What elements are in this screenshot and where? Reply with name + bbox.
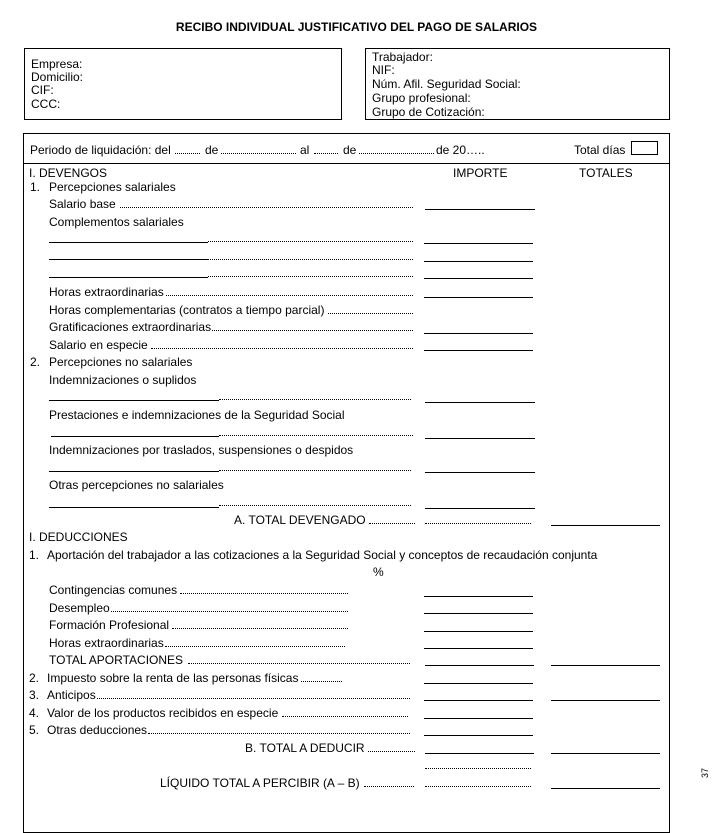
section-1-number: 1. xyxy=(30,180,41,194)
traslados-dots xyxy=(219,470,411,471)
salario-base-label: Salario base xyxy=(49,197,116,211)
total-deducir-dots xyxy=(368,751,415,752)
contingencias-label: Contingencias comunes xyxy=(49,583,178,597)
trabajador-box xyxy=(365,48,670,120)
percepciones-salariales-label: Percepciones salariales xyxy=(49,180,176,194)
prestaciones-label: Prestaciones e indemnizaciones de la Seguridad Social xyxy=(49,408,345,422)
complemento-3-dots xyxy=(208,276,413,277)
anticipos-total[interactable] xyxy=(551,700,660,701)
complemento-2-name[interactable] xyxy=(49,259,208,260)
document-title: RECIBO INDIVIDUAL JUSTIFICATIVO DEL PAGO DE SALARIOS xyxy=(175,20,538,34)
complemento-1-importe[interactable] xyxy=(424,243,533,244)
horas-extra-label: Horas extraordinarias xyxy=(49,285,164,299)
empresa-box xyxy=(24,48,342,120)
ded-horas-extra-importe[interactable] xyxy=(424,648,533,649)
periodo-anio: de 20….. xyxy=(436,143,485,157)
deducciones-5-number: 5. xyxy=(29,723,40,737)
aportacion-label: Aportación del trabajador a las cotizaciones a la Seguridad Social y conceptos de recaudación conjunta xyxy=(47,548,598,562)
total-deducir-total[interactable] xyxy=(551,753,660,754)
gratificaciones-importe[interactable] xyxy=(424,333,533,334)
total-aportaciones-importe[interactable] xyxy=(425,665,534,666)
prestaciones-name[interactable] xyxy=(51,436,219,437)
total-aportaciones-label: TOTAL APORTACIONES xyxy=(49,653,184,667)
indemnizaciones-importe[interactable] xyxy=(425,402,535,403)
anticipos-label: Anticipos xyxy=(47,688,96,702)
prestaciones-importe[interactable] xyxy=(425,438,535,439)
salario-base-importe[interactable] xyxy=(425,209,535,210)
importe-header: IMPORTE xyxy=(453,166,508,180)
total-deducir-importe-dots xyxy=(425,768,531,769)
salario-especie-importe[interactable] xyxy=(424,350,533,351)
periodo-al: al xyxy=(300,143,310,157)
dia-fin-dots[interactable] xyxy=(314,153,338,154)
total-devengado-importe-dots xyxy=(425,523,531,524)
irpf-label: Impuesto sobre la renta de las personas físicas xyxy=(47,671,299,685)
formacion-label: Formación Profesional xyxy=(49,618,170,632)
percepciones-no-salariales-label: Percepciones no salariales xyxy=(49,355,193,369)
salario-especie-dots xyxy=(151,348,413,349)
grupo-cotizacion-label: Grupo de Cotización: xyxy=(372,105,485,119)
side-code: 37 xyxy=(700,767,710,778)
ded-horas-extra-dots xyxy=(165,646,345,647)
desempleo-label: Desempleo xyxy=(49,601,110,615)
periodo-label: Periodo de liquidación: del xyxy=(30,143,171,157)
desempleo-dots xyxy=(111,611,348,612)
domicilio-label: Domicilio: xyxy=(31,70,84,84)
deducciones-1-number: 1. xyxy=(29,548,40,562)
traslados-label: Indemnizaciones por traslados, suspensiones o despidos xyxy=(49,443,354,457)
indemnizaciones-dots xyxy=(219,399,411,400)
complemento-3-importe[interactable] xyxy=(424,278,533,279)
mes-fin-dots[interactable] xyxy=(359,153,434,154)
complemento-1-name[interactable] xyxy=(49,242,208,243)
productos-especie-dots xyxy=(282,716,408,717)
grupo-profesional-label: Grupo profesional: xyxy=(372,91,471,105)
total-dias-input[interactable] xyxy=(631,141,658,155)
totales-header: TOTALES xyxy=(579,166,633,180)
total-devengado-total[interactable] xyxy=(551,525,660,526)
indemnizaciones-label: Indemnizaciones o suplidos xyxy=(49,373,197,387)
otras-deducciones-importe[interactable] xyxy=(424,735,533,736)
contingencias-dots xyxy=(180,593,348,594)
section-2-number: 2. xyxy=(30,355,41,369)
gratificaciones-label: Gratificaciones extraordinarias xyxy=(49,320,212,334)
horas-extra-dots xyxy=(166,295,413,296)
otras-percepciones-dots xyxy=(219,505,411,506)
traslados-importe[interactable] xyxy=(425,472,535,473)
ded-horas-extra-label: Horas extraordinarias xyxy=(49,636,164,650)
total-deducir-label: B. TOTAL A DEDUCIR xyxy=(245,741,365,755)
complemento-2-importe[interactable] xyxy=(424,261,533,262)
cif-label: CIF: xyxy=(31,83,54,97)
mes-inicio-dots[interactable] xyxy=(221,153,296,154)
prestaciones-dots xyxy=(219,435,413,436)
total-aportaciones-dots xyxy=(188,663,410,664)
desempleo-importe[interactable] xyxy=(424,613,533,614)
irpf-importe[interactable] xyxy=(424,683,533,684)
productos-especie-importe[interactable] xyxy=(424,718,533,719)
salario-especie-label: Salario en especie xyxy=(49,338,148,352)
anticipos-importe[interactable] xyxy=(424,700,533,701)
formacion-dots xyxy=(172,628,348,629)
empresa-label: Empresa: xyxy=(31,57,83,71)
liquido-importe-dots xyxy=(425,786,531,787)
horas-complementarias-label: Horas complementarias (contratos a tiempo parcial) xyxy=(49,303,325,317)
complemento-1-dots xyxy=(208,241,413,242)
total-devengado-dots xyxy=(369,523,415,524)
horas-complementarias-dots xyxy=(328,313,413,314)
traslados-name[interactable] xyxy=(49,471,219,472)
liquido-dots xyxy=(364,786,414,787)
formacion-importe[interactable] xyxy=(424,631,533,632)
complementos-label: Complementos salariales xyxy=(49,215,184,229)
devengos-header: I. DEVENGOS xyxy=(29,166,108,180)
productos-especie-label: Valor de los productos recibidos en especie xyxy=(47,706,279,720)
complemento-3-name[interactable] xyxy=(49,277,208,278)
total-aportaciones-total[interactable] xyxy=(551,665,660,666)
dia-inicio-dots[interactable] xyxy=(175,153,200,154)
nif-label: NIF: xyxy=(372,63,395,77)
anticipos-dots xyxy=(97,698,410,699)
deducciones-4-number: 4. xyxy=(29,706,40,720)
deducciones-2-number: 2. xyxy=(29,671,40,685)
periodo-de2: de xyxy=(343,143,357,157)
indemnizaciones-name[interactable] xyxy=(49,400,219,401)
num-afil-label: Núm. Afil. Seguridad Social: xyxy=(372,77,521,91)
liquido-label: LÍQUIDO TOTAL A PERCIBIR (A – B) xyxy=(160,776,360,790)
otras-percepciones-importe[interactable] xyxy=(425,508,535,509)
periodo-de1: de xyxy=(205,143,219,157)
liquido-total[interactable] xyxy=(551,788,660,789)
total-dias-label: Total días xyxy=(574,143,626,157)
period-separator xyxy=(23,163,670,164)
horas-extra-importe[interactable] xyxy=(424,297,533,298)
gratificaciones-dots xyxy=(212,330,413,331)
deducciones-3-number: 3. xyxy=(29,688,40,702)
otras-deducciones-label: Otras deducciones xyxy=(47,723,148,737)
contingencias-importe[interactable] xyxy=(424,596,533,597)
trabajador-label: Trabajador: xyxy=(372,50,433,64)
deducciones-header: I. DEDUCCIONES xyxy=(29,530,128,544)
otras-percepciones-label: Otras percepciones no salariales xyxy=(49,478,224,492)
total-devengado-label: A. TOTAL DEVENGADO xyxy=(234,513,366,527)
complemento-2-dots xyxy=(208,259,413,260)
ccc-label: CCC: xyxy=(31,97,61,111)
total-deducir-importe[interactable] xyxy=(425,753,534,754)
percent-label: % xyxy=(373,565,384,579)
irpf-dots xyxy=(301,681,342,682)
salario-base-dots xyxy=(120,207,413,208)
otras-deducciones-dots xyxy=(148,733,410,734)
otras-percepciones-name[interactable] xyxy=(49,507,219,508)
